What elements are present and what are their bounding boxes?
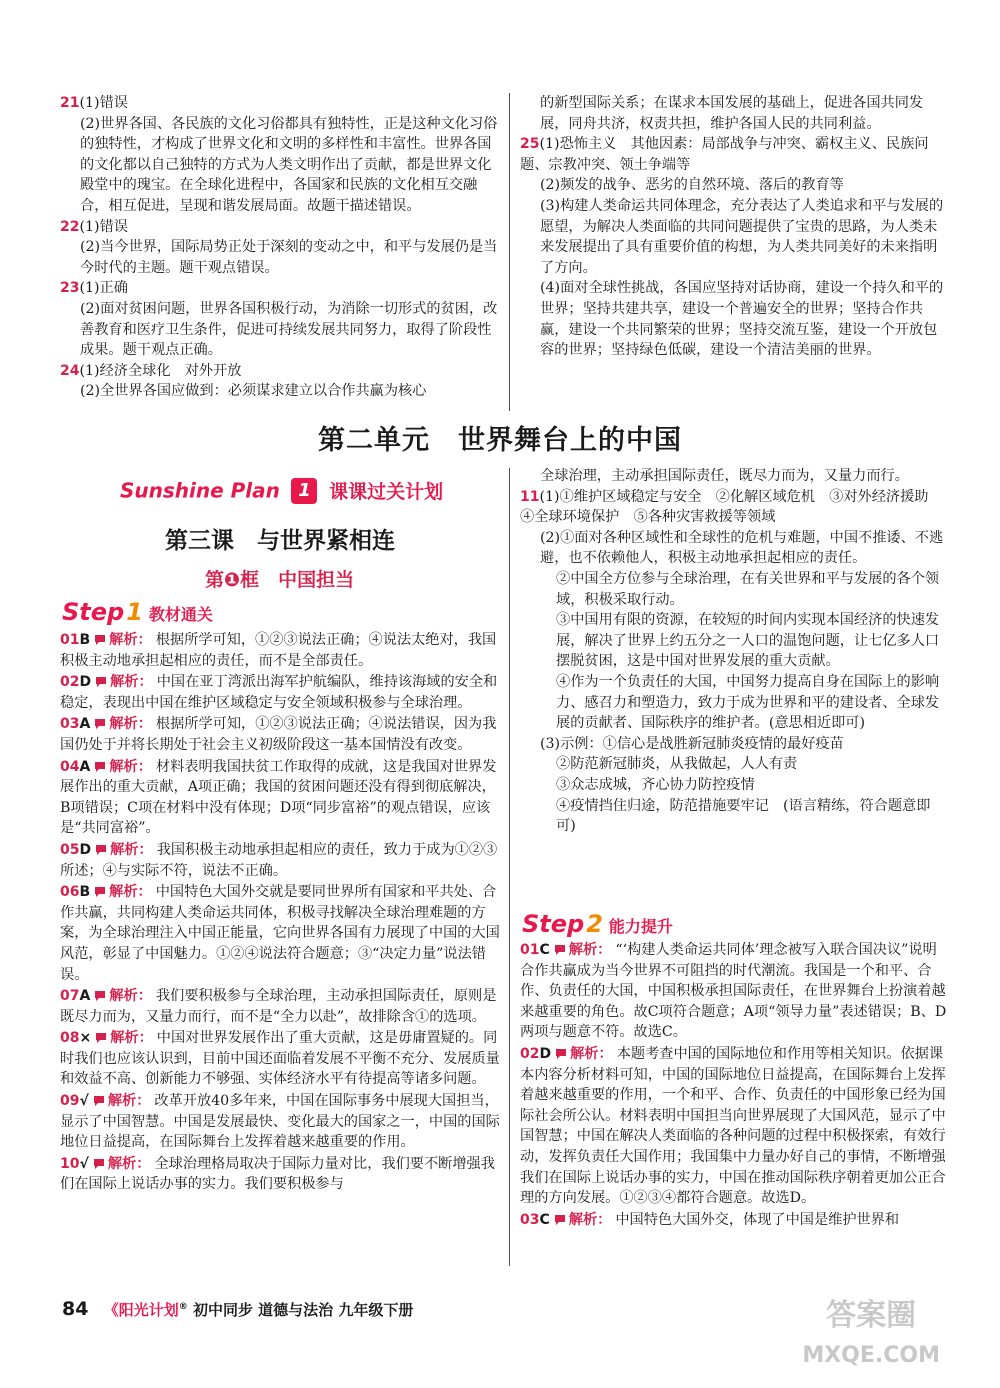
watermark-line1: 答案圈 — [826, 1298, 917, 1333]
answer-choice: B — [79, 884, 91, 901]
question-11 — [520, 487, 950, 837]
answer-text: (2)当今世界，国际局势正处于深刻的变动之中，和平与发展仍是当今时代的主题。题干观点错误。 — [80, 239, 498, 276]
answer-line — [520, 610, 950, 672]
analysis-label: 解析： — [109, 884, 152, 901]
analysis-item — [520, 1044, 950, 1209]
analysis-icon — [555, 1045, 567, 1056]
analysis-icon — [94, 883, 106, 894]
answer-line — [520, 93, 950, 134]
sunshine-plan-label: Sunshine Plan — [120, 478, 280, 503]
answer-line — [60, 217, 500, 238]
step2-title: 能力提升 — [608, 917, 673, 936]
analysis-icon — [95, 1029, 107, 1040]
answer-line — [60, 114, 500, 217]
answer-choice: √ — [79, 1155, 89, 1172]
answer-line — [60, 361, 500, 382]
analysis-icon — [94, 758, 106, 769]
analysis-text: 我们要积极参与全球治理，主动承担国际责任，原则是既尽力而为，又量力而行，而不是“全力以赴”，故排除含①的选项。 — [60, 988, 497, 1025]
analysis-label: 解析： — [110, 674, 153, 691]
analysis-text: 中国特色大国外交就是要同世界所有国家和平共处、合作共赢，共同构建人类命运共同体，积极寻找解决全球治理难题的方案，为全球治理注入中国正能量，它向世界各国有力展现了中国的大国风范，彰显了中国魅力。①②④说法符合题意；③“决定力量”说法错误。 — [60, 884, 500, 983]
analysis-label: 解析： — [570, 1045, 613, 1062]
answer-text: (3)示例：①信心是战胜新冠肺炎疫情的最好疫苗 — [540, 735, 844, 752]
analysis-label: 解析： — [109, 632, 152, 648]
right-analysis-list — [520, 940, 950, 1231]
answer-text: ②中国全方位参与全球治理，在有关世界和平与发展的各个领域，积极采取行动。 — [556, 570, 940, 608]
question-number: 01 — [60, 632, 80, 648]
answer-text: (1)经济全球化 对外开放 — [79, 362, 242, 379]
answer-text: (2)①面对各种区域性和全球性的危机与难题，中国不推诿、不逃避，也不依赖他人，积极主动地承担起相应的责任。 — [540, 529, 944, 567]
answer-line — [520, 734, 950, 755]
frame-title: 第❶框 中国担当 — [205, 569, 355, 591]
answer-line — [520, 796, 950, 837]
page-number: 84 — [62, 1298, 89, 1320]
answer-text: (2)全世界各国应做到：必须谋求建立以合作共赢为核心 — [80, 383, 427, 400]
answer-text: 的新型国际关系；在谋求本国发展的基础上，促进各国共同发展，同舟共济，权责共担，维护各国人民的共同利益。 — [540, 95, 924, 132]
analysis-item — [60, 714, 500, 755]
analysis-label: 解析： — [109, 716, 152, 733]
analysis-text: 我国积极主动地承担起相应的责任，致力于成为①②③所述；④与实际不符，说法不正确。 — [60, 841, 498, 879]
analysis-text: 中国对世界发展作出了重大贡献，这是毋庸置疑的。同时我们也应该认识到，目前中国还面临着发展不平衡不充分、发展质量和效益不高、创新能力不够强、实体经济水平有待提高等诸多问题。 — [60, 1030, 500, 1088]
analysis-label: 解析： — [109, 988, 152, 1005]
sunshine-plan-number: 1 — [291, 478, 317, 504]
answer-text: (2)面对贫困问题，世界各国积极行动，为消除一切形式的贫困，改善教育和医疗卫生条件，促进可持续发展共同努力，取得了阶段性成果。题干观点正确。 — [80, 300, 498, 359]
page-footer — [62, 1298, 413, 1320]
answer-text: ③众志成城，齐心协力防控疫情 — [556, 776, 755, 793]
answer-choice: √ — [79, 1093, 89, 1110]
question-number: 25 — [520, 136, 540, 153]
analysis-item — [60, 630, 500, 671]
answer-choice: × — [79, 1030, 92, 1047]
watermark-line2: MXQE.COM — [802, 1343, 940, 1368]
analysis-text: 根据所学可知，①②③说法正确；④说法错误，因为我国仍处于并将长期处于社会主义初级阶段这一基本国情没有改变。 — [60, 716, 497, 753]
analysis-label: 解析： — [568, 942, 612, 958]
analysis-label: 解析： — [109, 758, 152, 775]
analysis-label: 解析： — [568, 1211, 612, 1228]
answer-line — [520, 196, 950, 278]
analysis-item — [60, 1154, 500, 1195]
question-number: 08 — [60, 1030, 80, 1047]
answer-choice: A — [79, 988, 91, 1005]
answer-text: ②防范新冠肺炎，从我做起，人人有责 — [556, 756, 798, 773]
answer-line — [520, 775, 950, 796]
step1-heading — [62, 598, 213, 626]
top-left-answers — [60, 93, 500, 402]
analysis-text: 全球治理格局取决于国际力量对比，我们要不断增强我们在国际上说话办事的实力。我们要积极参与 — [60, 1155, 495, 1193]
analysis-icon — [93, 1092, 105, 1103]
question-number: 02 — [60, 674, 80, 691]
analysis-icon — [93, 1155, 105, 1166]
analysis-icon — [94, 715, 106, 726]
question-number: 01 — [520, 942, 540, 958]
question-number: 23 — [60, 280, 80, 297]
answer-text: ④作为一个负责任的大国，中国努力提高自身在国际上的影响力、感召力和塑造力，致力于成为世界和平的建设者、全球发展的贡献者、国际秩序的维护者。(意思相近即可) — [556, 673, 940, 732]
answer-text: (1)恐怖主义 其他因素：局部战争与冲突、霸权主义、民族问题、宗教冲突、领土争端等 — [520, 136, 929, 173]
analysis-icon — [95, 673, 107, 684]
answer-text: (4)面对全球性挑战，各国应坚持对话协商，建设一个持久和平的世界；坚持共建共享，建设一个普遍安全的世界；坚持合作共赢，建设一个共同繁荣的世界；坚持交流互鉴，建设一个开放包容的世界；坚持绿色低碳，建设一个清洁美丽的世界。 — [540, 280, 944, 359]
question-number: 06 — [60, 884, 80, 901]
step2-heading — [522, 910, 673, 938]
lesson-title: 第三课 与世界紧相连 — [165, 528, 395, 554]
trademark: ® — [178, 1302, 188, 1312]
answer-line — [520, 487, 950, 528]
step2-number: 2 — [586, 910, 603, 938]
answer-text: ④疫情挡住归途，防范措施要牢记 (语言精练，符合题意即可) — [556, 797, 931, 835]
brand-name: 《阳光计划 — [103, 1301, 179, 1319]
step1-word: Step — [62, 598, 125, 626]
answer-line — [520, 672, 950, 734]
answer-choice: D — [539, 1045, 552, 1062]
answer-line — [520, 278, 950, 360]
left-analysis-list — [60, 630, 500, 1196]
answer-text: (2)世界各国、各民族的文化习俗都具有独特性，正是这种文化习俗的独特性，才构成了世界文化和文明的多样性和丰富性。世界各国的文化都以自己独特的方式为人类文明作出了贡献，都是世界文化殿堂中的瑰宝。在全球化进程中，各国家和民族的文化相互交融合，相互促进，呈现和谐发展局面。故题干描述错误。 — [80, 115, 498, 214]
question-number: 03 — [520, 1211, 540, 1228]
analysis-icon — [94, 631, 106, 642]
answer-line — [520, 754, 950, 775]
analysis-item — [60, 672, 500, 713]
answer-text: ③中国用有限的资源，在较短的时间内实现本国经济的快速发展，解决了世界上约五分之一人口的温饱问题，让七亿多人口摆脱贫困，这是中国对世界发展的重大贡献。 — [556, 612, 940, 670]
analysis-item — [520, 1210, 950, 1231]
right-lower-column — [520, 466, 950, 837]
analysis-item — [60, 1028, 500, 1090]
analysis-text: 根据所学可知，①②③说法正确；④说法太绝对，我国积极主动地承担起相应的责任，而不是全部责任。 — [60, 632, 497, 669]
question-number: 22 — [60, 218, 80, 235]
analysis-text: 改革开放40多年来，中国在国际事务中展现大国担当，显示了中国智慧。中国是发展最快、变化最大的国家之一，中国的国际地位日益提高，在国际舞台上发挥着越来越重要的作用。 — [60, 1093, 500, 1151]
analysis-text: 本题考查中国的国际地位和作用等相关知识。依据课本内容分析材料可知，中国的国际地位日益提高，在国际舞台上发挥着越来越重要的作用，一个和平、合作、负责任的中国形象已经为国际社会所公认。材料表明中国担当向世界展现了大国风范，显示了中国智慧；中国在解决人类面临的各种问题的过程中积极探索，有效行动，发挥负责任大国作用；我国集中力量办好自己的事情，不断增强我们在国际上说话办事的实力，中国在推动国际秩序朝着更加公正合理的方向发展。①②③④都符合题意。故选D。 — [520, 1045, 946, 1207]
answer-choice: A — [79, 716, 91, 733]
answer-line — [60, 93, 500, 114]
answer-line — [520, 569, 950, 610]
answer-text: (1)错误 — [79, 95, 128, 111]
analysis-item — [60, 882, 500, 985]
question-number: 09 — [60, 1093, 80, 1110]
answer-choice: D — [79, 841, 92, 858]
step1-number: 1 — [126, 598, 143, 626]
step2-word: Step — [522, 910, 585, 938]
answer-choice: B — [79, 632, 91, 648]
watermark — [802, 1296, 940, 1376]
answer-text: (3)构建人类命运共同体理念，充分表达了人类追求和平与发展的愿望，为解决人类面临的共同问题提供了宝贵的思路，为人类未来发展提出了具有重要价值的构想，为人类共同美好的未来指明了方向。 — [540, 197, 944, 276]
continued-text: 全球治理，主动承担国际责任，既尽力而为，又量力而行。 — [540, 468, 909, 484]
answer-line — [60, 237, 500, 278]
question-number: 11 — [520, 488, 540, 505]
answer-choice: A — [79, 758, 91, 775]
analysis-icon — [554, 1211, 566, 1222]
question-number: 21 — [60, 95, 80, 111]
answer-text: (2)频发的战争、恶劣的自然环境、落后的教育等 — [540, 177, 844, 194]
sunshine-plan-banner — [120, 477, 443, 504]
analysis-icon — [94, 987, 106, 998]
column-divider-lower — [509, 468, 510, 1266]
analysis-text: 中国特色大国外交，体现了中国是维护世界和 — [615, 1211, 900, 1228]
answer-line — [60, 299, 500, 361]
answer-line — [60, 381, 500, 402]
analysis-item — [60, 1091, 500, 1153]
question-number: 05 — [60, 841, 80, 858]
step1-title: 教材通关 — [148, 605, 213, 624]
question-number: 03 — [60, 716, 80, 733]
analysis-text: “‘构建人类命运共同体’理念被写入联合国决议”说明合作共赢成为当今世界不可阻挡的时代潮流。我国是一个和平、合作、负责任的大国，中国积极承担国际责任，在世界舞台上扮演着越来越重要的角色。故C项符合题意；A项“领导力量”表述错误；B、D两项与题意不符。故选C。 — [520, 942, 947, 1041]
top-right-answers — [520, 93, 950, 361]
analysis-label: 解析： — [107, 1093, 151, 1110]
unit-title: 第二单元 世界舞台上的中国 — [318, 425, 682, 456]
analysis-icon — [95, 841, 107, 852]
answer-line — [520, 134, 950, 175]
answer-text: (1)错误 — [79, 218, 128, 235]
question-number: 02 — [520, 1045, 540, 1062]
analysis-label: 解析： — [110, 841, 153, 858]
question-number: 24 — [60, 362, 80, 379]
analysis-icon — [554, 941, 566, 952]
analysis-item — [60, 757, 500, 839]
answer-line — [520, 528, 950, 569]
analysis-item — [60, 840, 500, 881]
answer-choice: D — [79, 674, 92, 691]
answer-line — [520, 175, 950, 196]
column-divider — [509, 93, 510, 411]
book-title: 初中同步 道德与法治 九年级下册 — [192, 1301, 414, 1319]
analysis-label: 解析： — [107, 1155, 151, 1172]
answer-text: (1)①维护区域稳定与安全 ②化解区域危机 ③对外经济援助 ④全球环境保护 ⑤各种灾害救援等领域 — [520, 488, 943, 526]
analysis-item — [520, 940, 950, 1043]
answer-text: (1)正确 — [79, 280, 128, 297]
analysis-text: 材料表明我国扶贫工作取得的成就，这是我国对世界发展作出的重大贡献，A项正确；我国的贫困问题还没有得到彻底解决，B项错误；C项在材料中没有体现；D项“同步富裕”的观点错误，应该是“共同富裕”。 — [60, 758, 497, 837]
question-number: 10 — [60, 1155, 80, 1172]
answer-choice: C — [539, 942, 550, 958]
answer-choice: C — [539, 1211, 550, 1228]
sunshine-plan-subtitle: 课课过关计划 — [329, 481, 444, 503]
analysis-item — [60, 986, 500, 1027]
analysis-label: 解析： — [110, 1030, 153, 1047]
question-number: 07 — [60, 988, 80, 1005]
analysis-text: 中国在亚丁湾派出海军护航编队，维持该海域的安全和稳定，表现出中国在维护区域稳定与安全领域积极参与全球治理。 — [60, 674, 498, 711]
question-number: 04 — [60, 758, 80, 775]
answer-line — [60, 278, 500, 299]
